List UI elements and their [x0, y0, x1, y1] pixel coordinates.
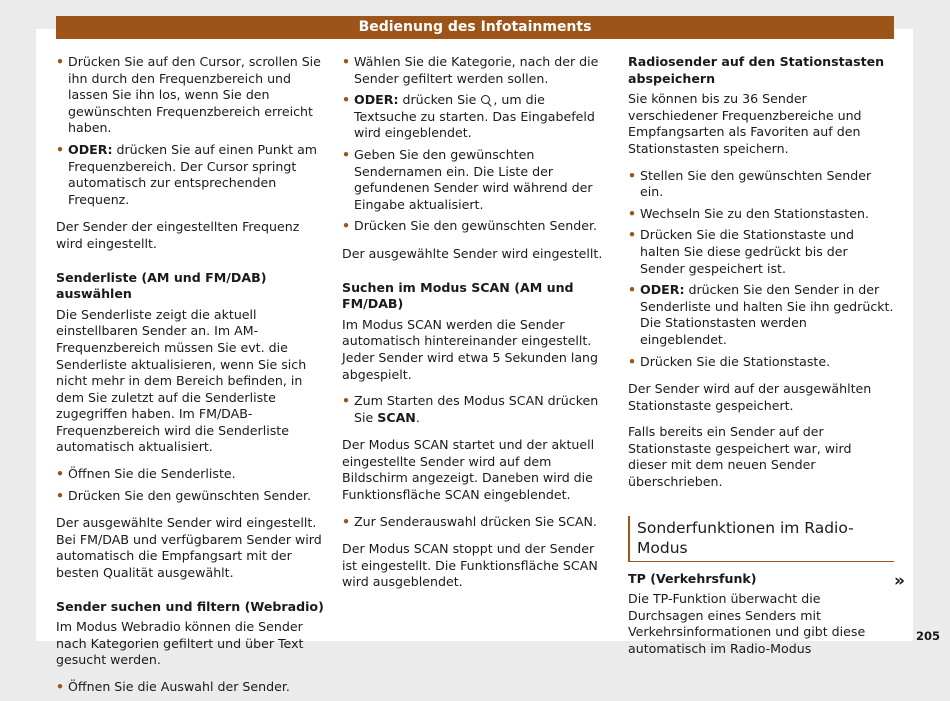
column-2: [342, 54, 608, 601]
column-1: [56, 54, 324, 701]
paragraph: Die TP-Funktion überwacht die Durchsagen eines Senders mit Verkehrsinformationen und gibt diese automatisch im Radio-Modus: [628, 591, 866, 657]
paragraph: Der Modus SCAN startet und der aktuell eingestellte Sender wird auf dem Bildschirm angezeigt. Daneben wird die Funktionsfläche SCAN eingeblendet.: [342, 437, 595, 503]
section-title: Sonderfunktionen im Radio-Modus: [637, 518, 854, 557]
list-item: • Zum Starten des Modus SCAN drücken Sie SCAN.: [342, 393, 599, 425]
list-item: • Wählen Sie die Kategorie, nach der die Sender gefiltert werden sollen.: [342, 54, 599, 86]
bullet-dot: •: [628, 205, 637, 221]
page-number: 205: [916, 629, 941, 643]
chapter-header: [56, 16, 894, 39]
paragraph: Der Modus SCAN stoppt und der Sender ist eingestellt. Die Funktionsfläche SCAN wird ausgeblendet.: [342, 541, 598, 590]
bullet-dot: •: [56, 679, 65, 694]
subheading: Senderliste (AM und FM/DAB) auswählen: [56, 269, 267, 302]
list-item: • ODER: drücken Sie auf einen Punkt am Frequenzbereich. Der Cursor springt automatisch zur entsprechenden Frequenz.: [56, 141, 318, 207]
bullet-dot: •: [628, 227, 637, 243]
paragraph: Im Modus Webradio können die Sender nach Kategorien gefiltert und über Text gesucht werden.: [56, 619, 304, 668]
list-item: • ODER: drücken Sie den Sender in der Senderliste und halten Sie ihn gedrückt. Die Stationstasten werden eingeblendet.: [628, 282, 894, 347]
bullet-dot: •: [342, 393, 351, 409]
bullet-dot: •: [628, 167, 637, 183]
paragraph: Die Senderliste zeigt die aktuell einstellbaren Sender an. Im AM-Frequenzbereich müssen Sie evt. die Senderliste aktualisieren, wenn Sie sich nicht mehr in dem Bereich befinden, in dem Sie zuletzt auf die Senderliste zugegriffen haben. Im FM/DAB-Frequenzbereich wird die Senderliste automatisch aktualisiert.: [56, 306, 307, 455]
bullet-dot: •: [56, 141, 65, 157]
search-icon: [481, 95, 491, 105]
subheading: Radiosender auf den Stationstasten abspeichern: [628, 54, 885, 86]
list-item: • Zur Senderauswahl drücken Sie SCAN.: [342, 513, 597, 529]
column-3: [628, 54, 894, 668]
paragraph: Der Sender der eingestellten Frequenz wird eingestellt.: [56, 219, 300, 251]
continued-marker: »: [894, 571, 905, 591]
subheading: Sender suchen und filtern (Webradio): [56, 598, 324, 614]
paragraph: Sie können bis zu 36 Sender verschiedener Frequenzbereiche und Empfangsarten als Favoriten auf den Stationstasten speichern.: [628, 91, 862, 156]
list-item: • Öffnen Sie die Senderliste.: [56, 466, 236, 482]
bullet-dot: •: [56, 487, 65, 503]
list-item: • Stellen Sie den gewünschten Sender ein.: [628, 167, 872, 200]
paragraph: Falls bereits ein Sender auf der Stationstaste gespeichert war, wird dieser mit dem neuen Sender überschrieben.: [628, 424, 852, 490]
paragraph: Der ausgewählte Sender wird eingestellt. Bei FM/DAB und verfügbarem Sender wird automatisch die Empfangsart mit der besten Qualität ausgewählt.: [56, 515, 322, 581]
bullet-dot: •: [342, 513, 351, 529]
list-item: • ODER: drücken Sie , um die Textsuche zu starten. Das Eingabefeld wird eingeblendet.: [342, 92, 595, 141]
subheading: Suchen im Modus SCAN (AM und FM/DAB): [342, 279, 574, 312]
paragraph: Im Modus SCAN werden die Sender automatisch hintereinander eingestellt. Jeder Sender wird etwa 5 Sekunden lang abgespielt.: [342, 316, 599, 382]
bullet-dot: •: [628, 353, 637, 369]
list-item: • Drücken Sie die Stationstaste und halten Sie diese gedrückt bis der Sender gespeichert ist.: [628, 227, 855, 276]
list-item: • Geben Sie den gewünschten Sendernamen ein. Die Liste der gefundenen Sender wird während der Eingabe aktualisiert.: [342, 146, 593, 212]
list-item: • Wechseln Sie zu den Stationstasten.: [628, 205, 869, 221]
list-item: • Drücken Sie die Stationstaste.: [628, 353, 831, 369]
section-heading: [628, 516, 894, 562]
bullet-dot: •: [342, 146, 351, 162]
paragraph: Der ausgewählte Sender wird eingestellt.: [342, 245, 603, 261]
bullet-dot: •: [342, 54, 351, 69]
bullet-dot: •: [56, 54, 65, 69]
list-item: • Drücken Sie den gewünschten Sender.: [56, 487, 311, 503]
list-item: • Öffnen Sie die Auswahl der Sender.: [56, 679, 290, 694]
subheading: TP (Verkehrsfunk): [628, 570, 757, 586]
list-item: • Drücken Sie den gewünschten Sender.: [342, 218, 597, 234]
bullet-dot: •: [342, 92, 351, 108]
list-item: • Drücken Sie auf den Cursor, scrollen Sie ihn durch den Frequenzbereich und lassen Sie ihn los, wenn Sie den gewünschten Frequenzbereich erreicht haben.: [56, 54, 321, 136]
bullet-dot: •: [628, 282, 637, 298]
bullet-dot: •: [56, 466, 65, 482]
paragraph: Der Sender wird auf der ausgewählten Stationstaste gespeichert.: [628, 381, 872, 413]
chapter-title: Bedienung des Infotainments: [358, 19, 592, 35]
bullet-dot: •: [342, 218, 351, 234]
